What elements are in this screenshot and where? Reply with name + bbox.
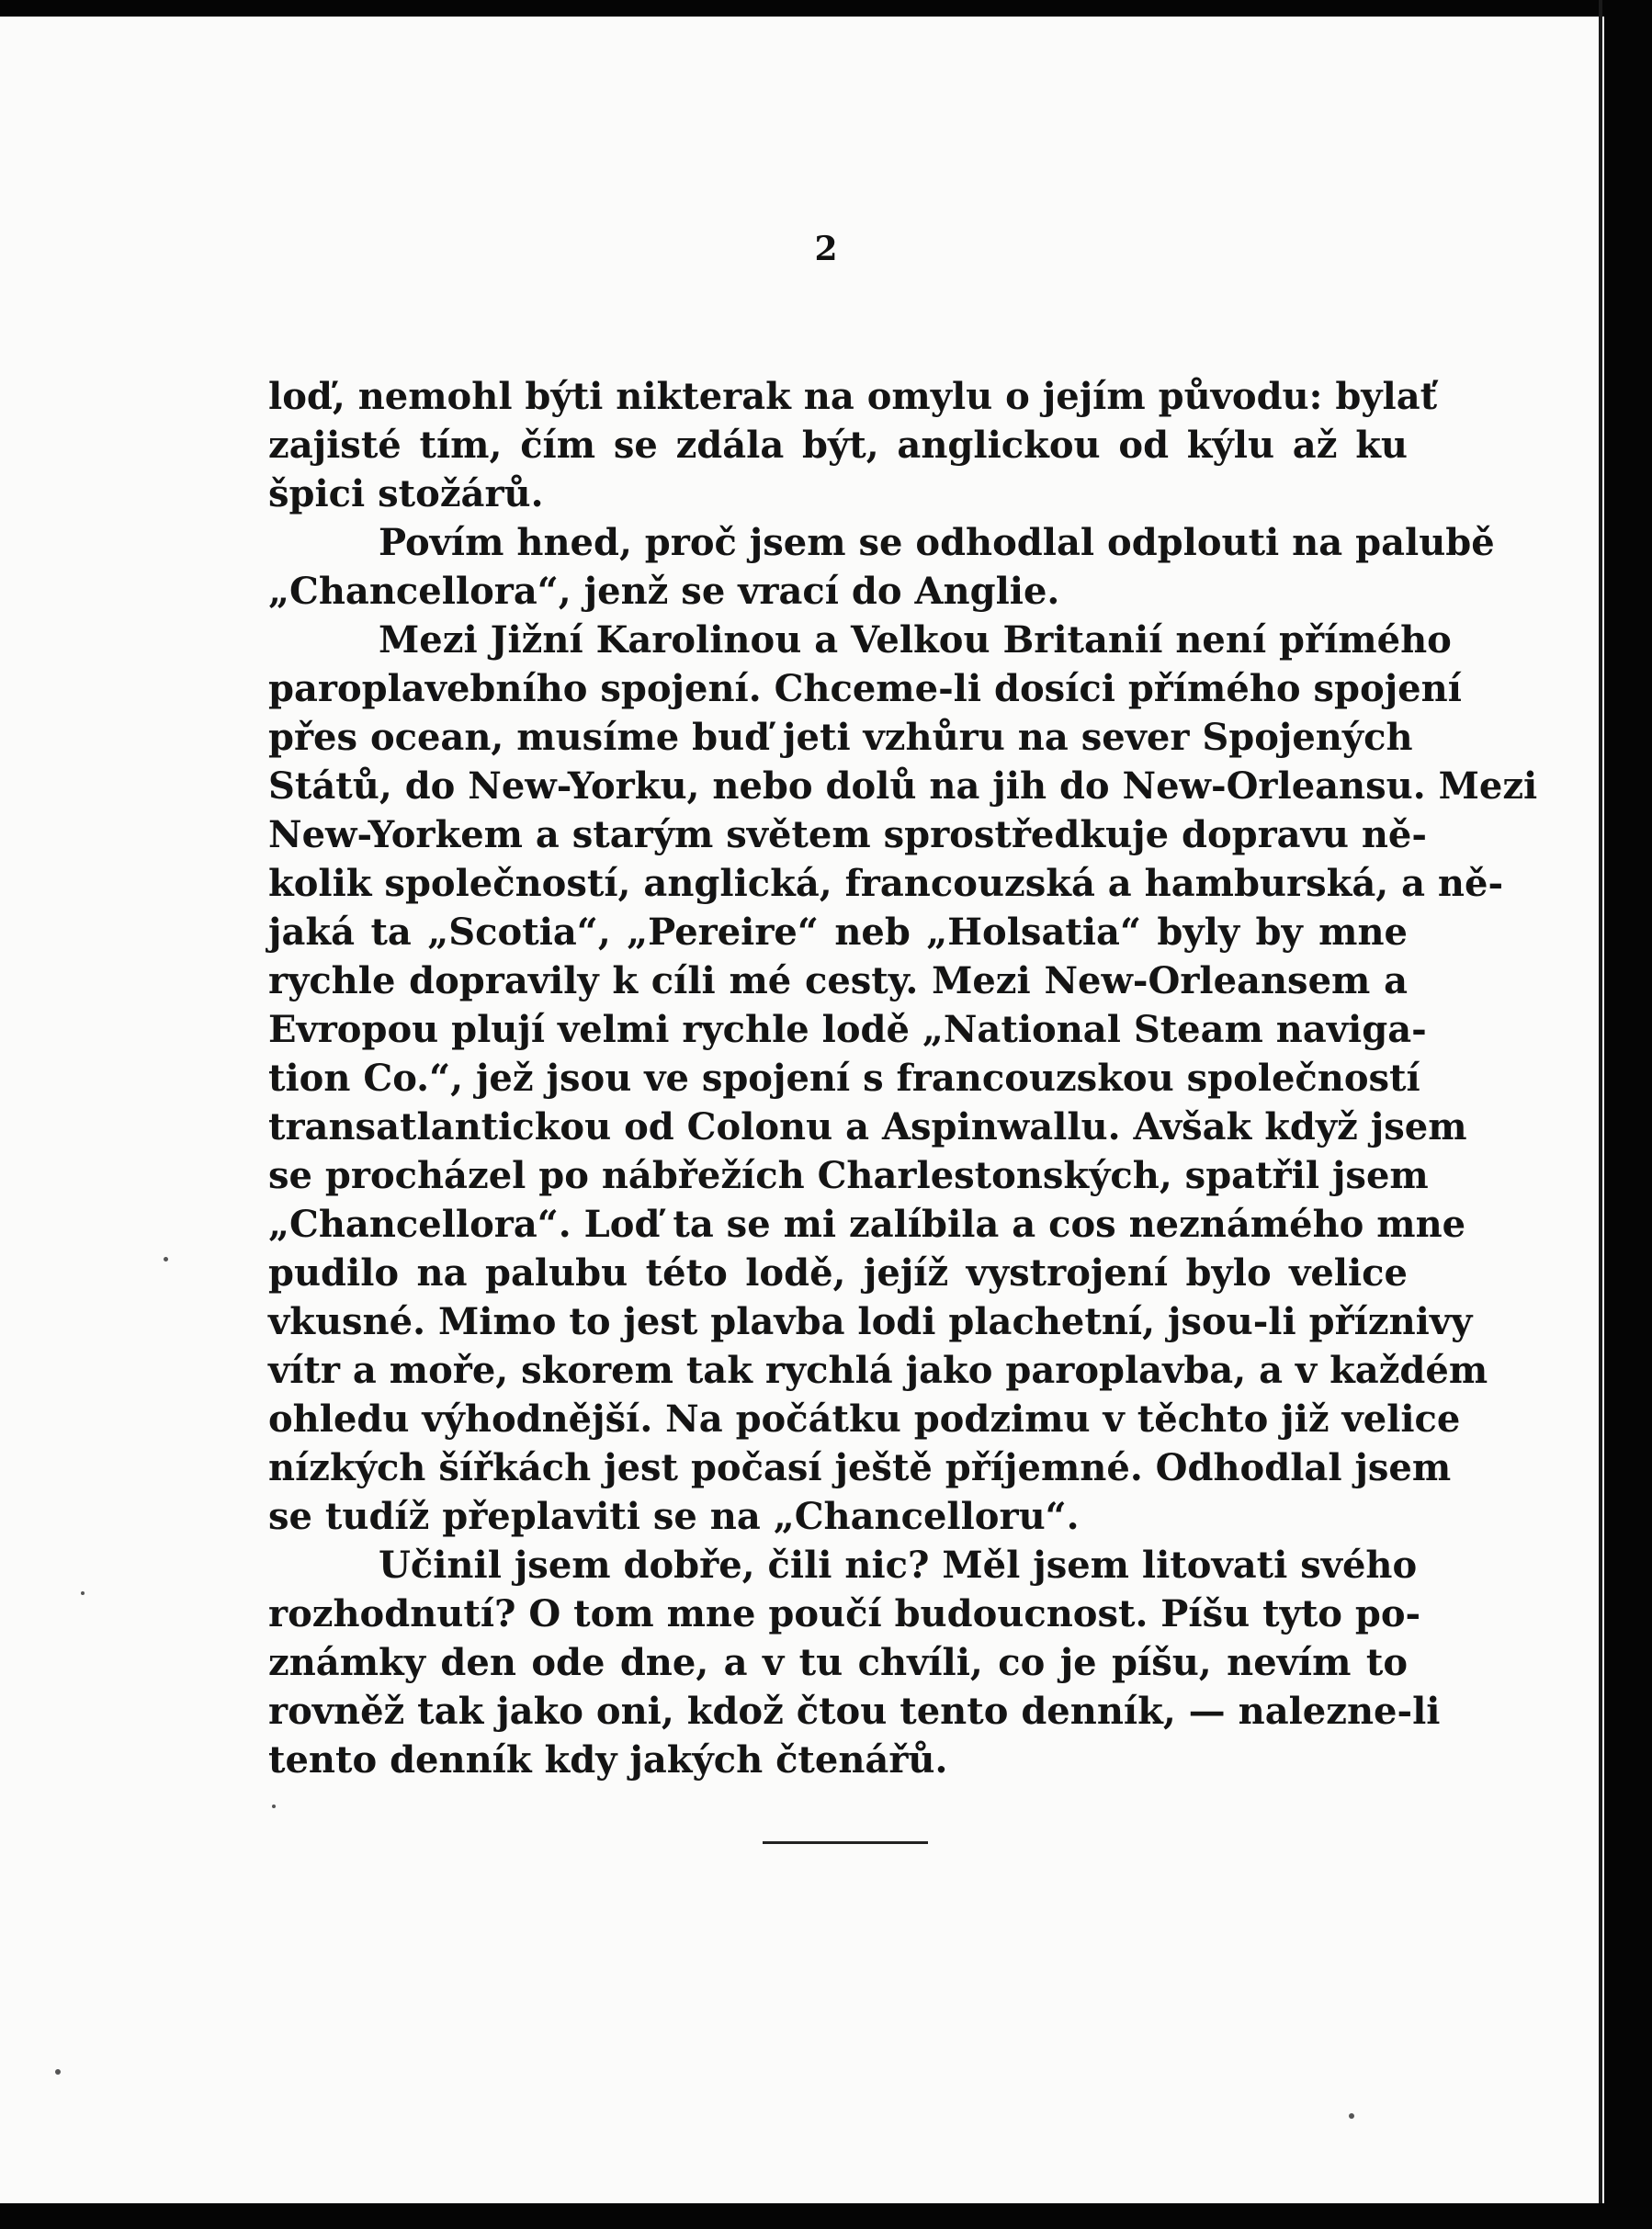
page-number: 2 xyxy=(814,230,838,268)
text-line: Mezi Jižní Karolinou a Velkou Britanií není přímého xyxy=(379,618,1452,662)
text-line: Povím hned, proč jsem se odhodlal odplouti na palubě xyxy=(379,521,1495,564)
scan-speck xyxy=(55,2069,61,2075)
text-line: vítr a moře, skorem tak rychlá jako paroplavba, a v každém xyxy=(268,1349,1488,1392)
text-line: zajisté tím, čím se zdála být, anglickou od kýlu až ku xyxy=(268,424,1408,467)
scan-border-top xyxy=(0,0,1652,17)
text-line: Států, do New-Yorku, nebo dolů na jih do New-Orleansu. Mezi xyxy=(268,764,1538,808)
text-line: tion Co.“, jež jsou ve spojení s francouzskou společností xyxy=(268,1057,1420,1100)
text-line: rychle dopravily k cíli mé cesty. Mezi New-Orleansem a xyxy=(268,959,1408,1002)
text-line: kolik společností, anglická, francouzská a hamburská, a ně- xyxy=(268,862,1504,905)
end-rule xyxy=(763,1841,928,1844)
text-line: jaká ta „Scotia“, „Pereire“ neb „Holsatia“ byly by mne xyxy=(268,911,1408,954)
text-line: špici stožárů. xyxy=(268,472,544,515)
text-line: přes ocean, musíme buď jeti vzhůru na sever Spojených xyxy=(268,716,1413,759)
text-line: transatlantickou od Colonu a Aspinwallu. Avšak když jsem xyxy=(268,1105,1467,1148)
text-line: známky den ode dne, a v tu chvíli, co je píšu, nevím to xyxy=(268,1641,1408,1684)
scan-border-right xyxy=(1604,0,1652,2229)
scan-speck xyxy=(164,1257,168,1262)
text-line: ohledu výhodnější. Na počátku podzimu v těchto již velice xyxy=(268,1397,1461,1441)
scan-border-bottom xyxy=(0,2203,1652,2229)
text-line: rozhodnutí? O tom mne poučí budoucnost. Píšu tyto po- xyxy=(268,1592,1421,1635)
text-line: Učinil jsem dobře, čili nic? Měl jsem litovati svého xyxy=(379,1544,1418,1587)
text-line: New-Yorkem a starým světem sprostředkuje dopravu ně- xyxy=(268,813,1427,856)
text-line: „Chancellora“. Loď ta se mi zalíbila a cos neznámého mne xyxy=(268,1203,1466,1246)
text-line: Evropou plují velmi rychle lodě „National Steam naviga- xyxy=(268,1008,1427,1051)
scan-speck xyxy=(81,1591,85,1595)
text-line: rovněž tak jako oni, kdož čtou tento denník, — nalezne-li xyxy=(268,1690,1441,1733)
text-line: se tudíž přeplaviti se na „Chancelloru“. xyxy=(268,1495,1080,1538)
scan-speck xyxy=(1349,2113,1354,2119)
text-line: vkusné. Mimo to jest plavba lodi plachetní, jsou-li příznivy xyxy=(268,1300,1473,1343)
text-line: pudilo na palubu této lodě, jejíž vystrojení bylo velice xyxy=(268,1251,1408,1295)
scan-speck xyxy=(272,1805,276,1808)
text-line: loď, nemohl býti nikterak na omylu o jejím původu: bylať xyxy=(268,375,1438,418)
text-line: se procházel po nábřežích Charlestonských, spatřil jsem xyxy=(268,1154,1429,1197)
scan-border-inner-right xyxy=(1599,0,1602,2229)
body-text xyxy=(268,372,1538,1784)
text-line: tento denník kdy jakých čtenářů. xyxy=(268,1738,948,1782)
text-line: „Chancellora“, jenž se vrací do Anglie. xyxy=(268,570,1060,613)
text-line: paroplavebního spojení. Chceme-li dosíci přímého spojení xyxy=(268,667,1462,710)
text-line: nízkých šířkách jest počasí ještě příjemné. Odhodlal jsem xyxy=(268,1446,1452,1489)
